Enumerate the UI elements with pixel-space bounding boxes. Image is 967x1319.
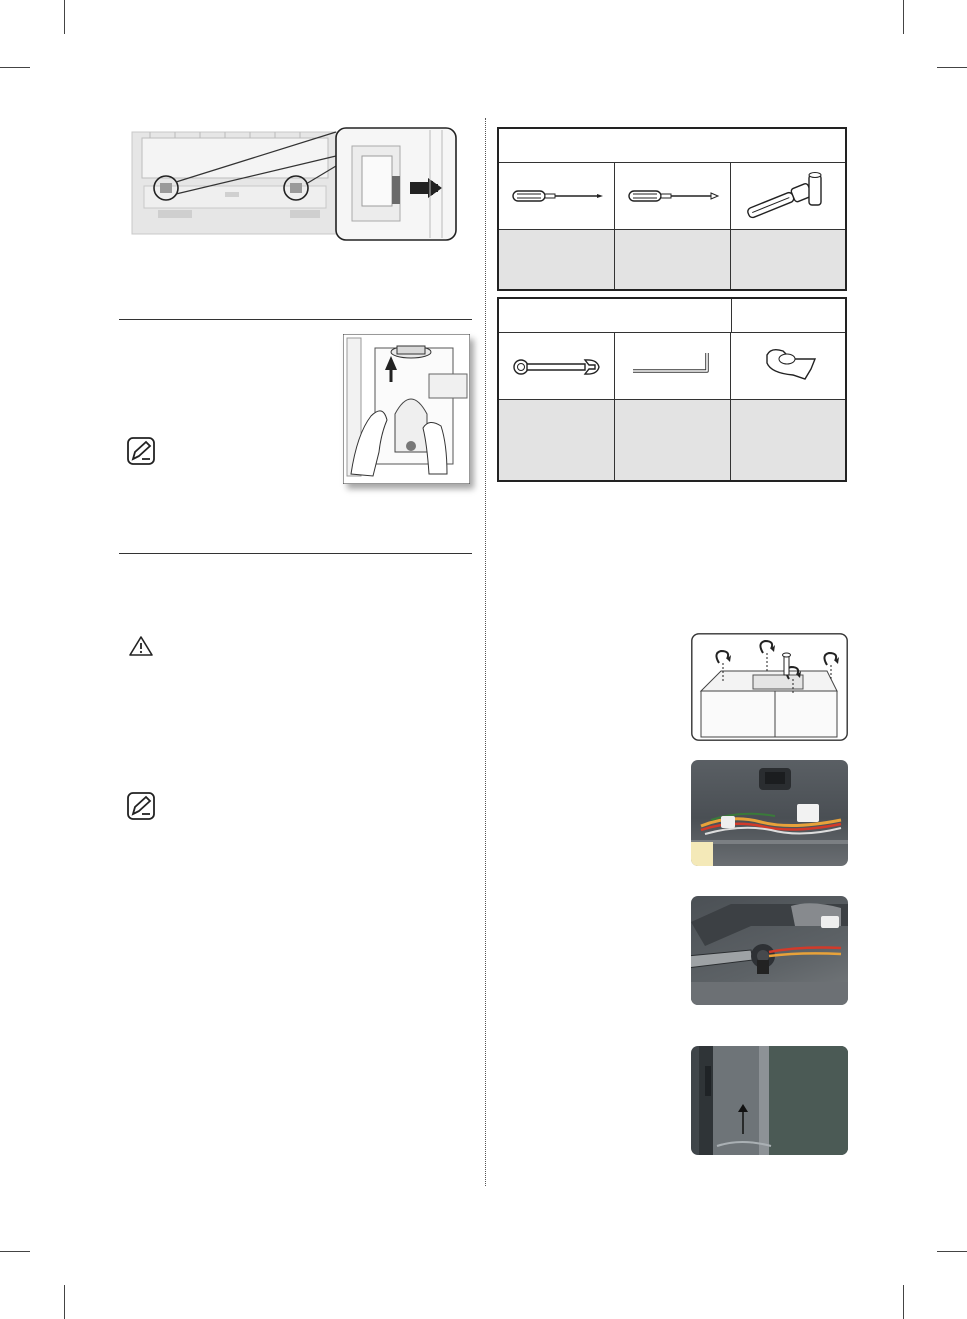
crop-mark-top-right-v [903, 0, 904, 34]
tool-cell [731, 333, 845, 400]
hinge-cover-screws-figure [691, 633, 848, 741]
column-divider [485, 118, 486, 1186]
tool-label-cell [731, 400, 845, 480]
crop-mark-top-right-h [937, 67, 967, 68]
tools-table-2-header [499, 299, 845, 333]
tools-table-2 [497, 297, 847, 482]
tool-cell [615, 333, 731, 400]
tool-cell [499, 333, 615, 400]
clip-icon [731, 333, 845, 400]
tools-table-1 [497, 127, 847, 291]
header-divider [731, 299, 732, 333]
note-icon [127, 792, 155, 820]
warning-icon [128, 635, 154, 657]
fridge-ceiling-figure [130, 126, 460, 242]
section-rule-2 [119, 553, 472, 554]
phillips-screwdriver-icon [615, 163, 731, 230]
crop-mark-bottom-right-v [903, 1285, 904, 1319]
crop-mark-bottom-right-h [937, 1251, 967, 1252]
socket-driver-icon [731, 163, 845, 230]
tool-label-cell [615, 400, 731, 480]
tool-label-cell [731, 230, 845, 289]
tool-cell [731, 163, 845, 230]
wiring-harness-photo [691, 760, 848, 866]
wrench-icon [499, 333, 615, 400]
hex-key-icon [615, 333, 731, 400]
flat-screwdriver-icon [499, 163, 615, 230]
crop-mark-bottom-left-v [64, 1285, 65, 1319]
door-hinge-lift-photo [691, 1046, 848, 1155]
section-rule-1 [119, 319, 472, 320]
filter-cover-figure [343, 334, 470, 484]
tool-label-cell [499, 230, 615, 289]
note-icon [127, 437, 155, 465]
hinge-bolt-photo [691, 896, 848, 1005]
crop-mark-bottom-left-h [0, 1251, 30, 1252]
crop-mark-top-left-h [0, 67, 30, 68]
crop-mark-top-left-v [64, 0, 65, 34]
tools-table-1-header [499, 129, 845, 163]
tool-cell [499, 163, 615, 230]
tool-label-cell [499, 400, 615, 480]
tool-label-cell [615, 230, 731, 289]
tool-cell [615, 163, 731, 230]
